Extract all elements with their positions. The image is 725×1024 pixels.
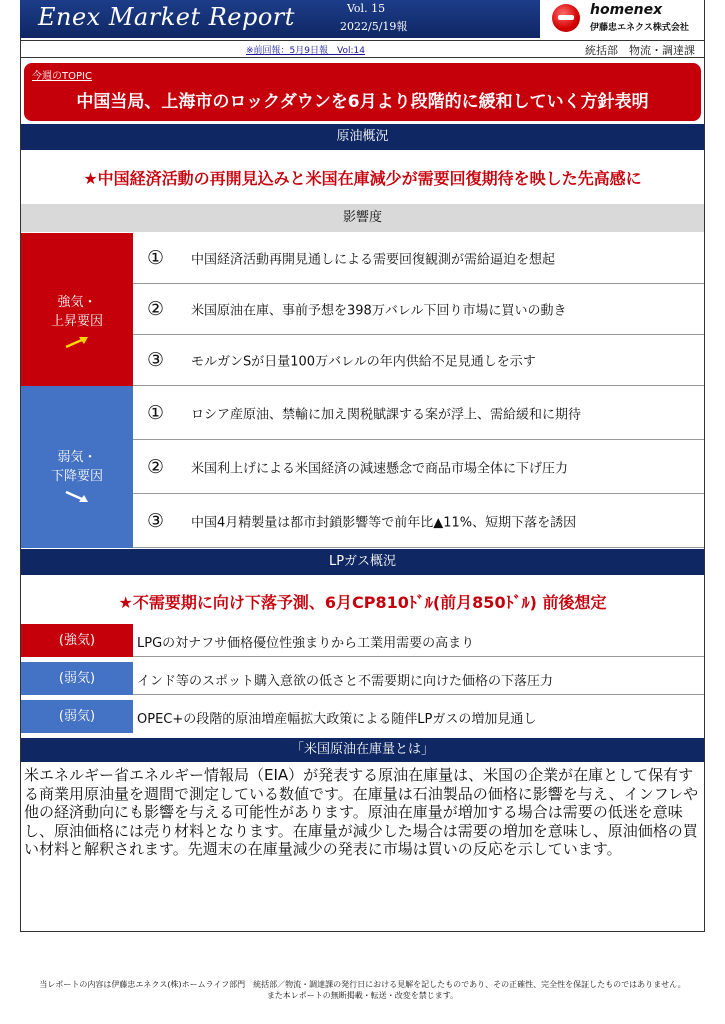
impact-title: 影響度 (21, 204, 704, 232)
report-title: Enex Market Report (38, 3, 295, 31)
previous-report-link[interactable]: ※前回報：5月9日報 Vol:14 (246, 46, 365, 56)
volume-number: Vol. 15 (347, 2, 386, 15)
factor-number: ② (147, 298, 165, 320)
lpg-divider (133, 694, 704, 695)
factor-text: 中国経済活動再開見通しによる需要回復観測が需給逼迫を想起 (191, 252, 556, 268)
factor-number: ③ (147, 349, 165, 371)
strong-factor-row (133, 335, 704, 386)
subheader (20, 40, 705, 58)
strong-factor-row (133, 233, 704, 284)
strong-label-line2: 上昇要因 (50, 314, 103, 329)
factor-number: ① (147, 247, 165, 269)
factor-text: ロシア産原油、禁輸に加え関税賦課する案が浮上、需給緩和に期待 (191, 407, 582, 422)
lpg-headline: ★不需要期に向け下落予測、6月CP810ﾄﾞﾙ(前月850ﾄﾞﾙ) 前後想定 (118, 593, 607, 612)
lpg-row-text: LPGの対ナフサ価格優位性強まりから工業用需要の高まり (137, 636, 475, 651)
weak-factor-row (133, 386, 704, 440)
weak-label-line1: 弱気・ (57, 450, 97, 465)
company-logo (550, 0, 700, 38)
header-band (20, 0, 540, 38)
lpg-section-title: LPガス概況 (21, 549, 704, 575)
topic-label: 今週のTOPIC (32, 71, 92, 82)
topic-text: 中国当局、上海市のロックダウンを6月より段階的に緩和していく方針表明 (76, 92, 649, 112)
weak-factor-label (21, 386, 133, 548)
report-header (20, 0, 705, 40)
disclaimer (0, 979, 725, 1001)
factor-text: 米国利上げによる米国経済の減速懸念で商品市場全体に下げ圧力 (191, 461, 569, 476)
arrow-up-icon (62, 335, 92, 349)
disclaimer-line2: また本レポートの無断掲載・転送・改変を禁じます。 (266, 991, 459, 1000)
factor-number: ③ (147, 509, 165, 532)
explainer-body: 米エネルギー省エネルギー情報局（EIA）が発表する原油在庫量は、米国の企業が在庫として保有する商業用原油量を週間で測定している数値です。在庫量は石油製品の価格に影響を与え、インフレや他の経済動向にも影響を与える可能性があります。原油在庫量が増加する場合は需要の低迷を意味し、原油価格には売り材料となります。在庫量が減少した場合は需要の増加を意味し、原油価格の買い材料と解釈されます。先週末の在庫量減少の発表に市場は買いの反応を示しています。 (24, 766, 699, 858)
logo-mark-icon (552, 4, 580, 32)
lpg-weak-tag: (弱気) (21, 662, 133, 695)
factor-text: 米国原油在庫、事前予想を398万バレル下回り市場に買いの動き (191, 303, 567, 319)
strong-factor-label (21, 233, 133, 386)
factor-number: ② (147, 455, 165, 478)
report-date: 2022/5/19報 (340, 20, 408, 33)
disclaimer-line1: 当レポートの内容は伊藤忠エネクス(株)ホームライフ部門 統括部／物流・調達課の発行日における見解を記したものであり、その正確性、完全性を保証したものではありません。 (39, 980, 686, 989)
factor-text: 中国4月精製量は都市封鎖影響等で前年比▲11%、短期下落を誘因 (191, 515, 577, 530)
factor-text: モルガンSが日量100万バレルの年内供給不足見通しを示す (191, 354, 536, 370)
strong-label-line1: 強気・ (57, 295, 97, 310)
lpg-divider (133, 656, 704, 657)
factor-number: ① (147, 401, 165, 424)
lpg-weak-tag: (弱気) (21, 700, 133, 733)
weak-label-line2: 下降要因 (50, 469, 103, 484)
lpg-strong-tag: (強気) (21, 624, 133, 657)
explainer-title: 「米国原油在庫量とは」 (21, 738, 704, 762)
topic-box (24, 63, 701, 121)
crude-headline: ★中国経済活動の再開見込みと米国在庫減少が需要回復期待を映した先高感に (83, 169, 642, 188)
lpg-row-text: OPEC+の段階的原油増産幅拡大政策による随伴LPガスの増加見通し (137, 712, 537, 727)
logo-company: 伊藤忠エネクス株式会社 (590, 23, 689, 33)
weak-factor-row (133, 494, 704, 548)
lpg-row-text: インド等のスポット購入意欲の低さと不需要期に向けた価格の下落圧力 (137, 674, 554, 689)
weak-factor-row (133, 440, 704, 494)
department: 統括部 物流・調達課 (585, 44, 695, 57)
logo-name: homenex (590, 2, 663, 18)
arrow-down-icon (62, 490, 92, 504)
strong-factor-row (133, 284, 704, 335)
crude-section-title: 原油概況 (21, 124, 704, 150)
